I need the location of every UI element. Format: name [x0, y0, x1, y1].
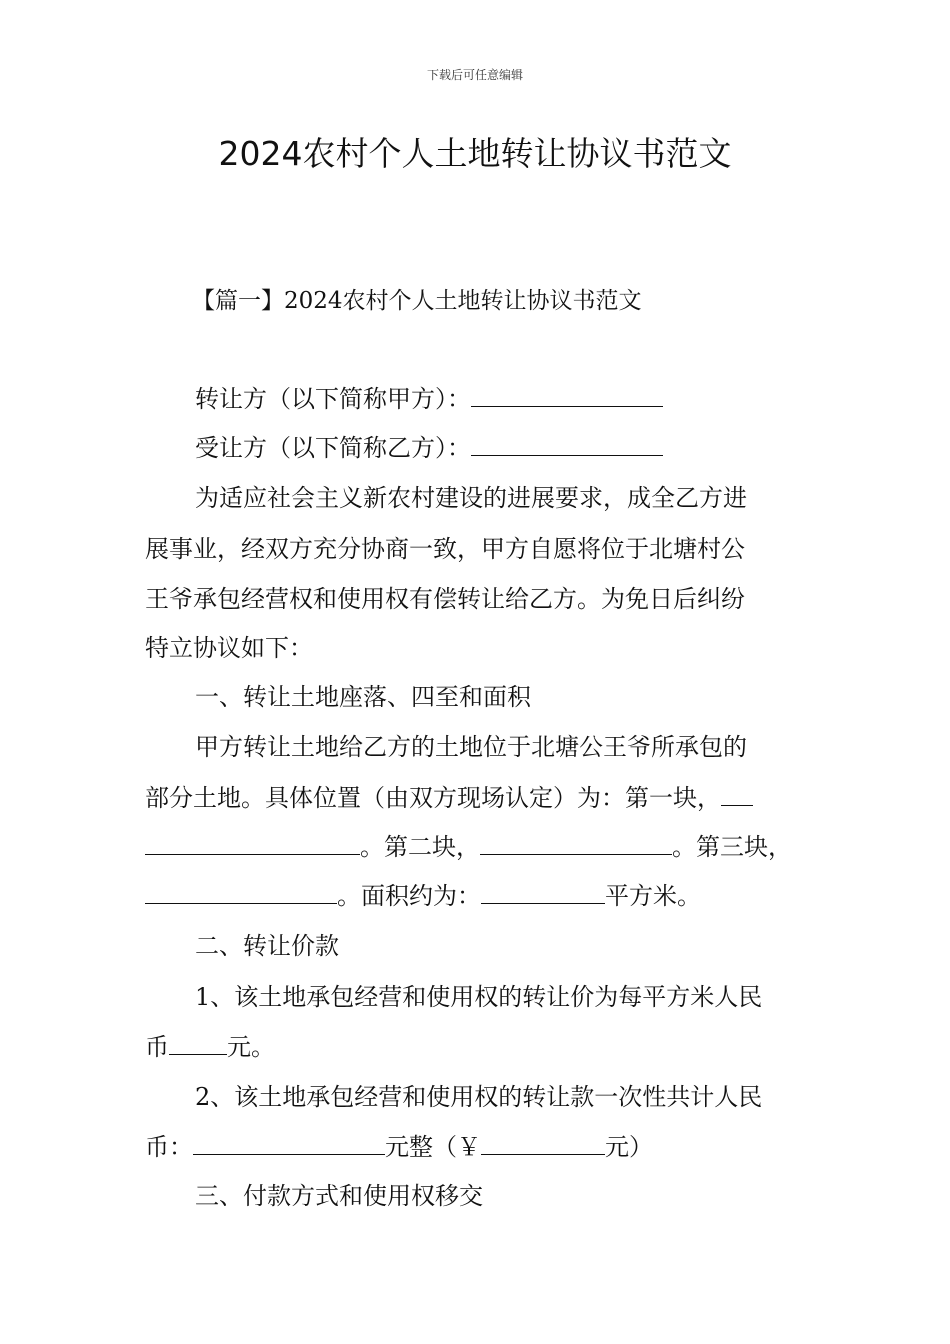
intro-line-2: 展事业，经双方充分协商一致，甲方自愿将位于北塘村公: [145, 535, 745, 563]
section1-line-1: 甲方转让土地给乙方的土地位于北塘公王爷所承包的: [195, 733, 747, 761]
section2-item1-line1: 1、该土地承包经营和使用权的转让价为每平方米人民: [195, 983, 763, 1011]
area-blank: [481, 881, 605, 904]
plot1-blank: [145, 832, 360, 855]
section2-item2-line1: 2、该土地承包经营和使用权的转让款一次性共计人民: [195, 1083, 763, 1111]
item1-currency: 币: [145, 1033, 169, 1061]
transferee-blank: [471, 433, 663, 456]
item1-unit: 元。: [227, 1033, 275, 1061]
total-words-blank: [193, 1132, 385, 1155]
plot2-blank: [480, 832, 672, 855]
section2-item2-line2: [145, 1131, 653, 1163]
section1-line-4: [145, 880, 701, 912]
section2-heading: 二、转让价款: [195, 932, 339, 960]
area-label: 。面积约为：: [337, 882, 481, 910]
item2-mid: 元整（￥: [385, 1133, 481, 1161]
section1-heading: 一、转让土地座落、四至和面积: [195, 683, 531, 711]
transferee-label: 受让方（以下简称乙方）：: [195, 434, 471, 462]
transferor-blank: [471, 384, 663, 407]
unit-price-blank: [169, 1032, 227, 1055]
section1-line-2-text: 部分土地。具体位置（由双方现场认定）为：第一块，: [145, 784, 721, 812]
section2-item1-line2: [145, 1031, 275, 1063]
section-heading: 【篇一】2024农村个人土地转让协议书范文: [192, 288, 642, 314]
intro-line-4: 特立协议如下：: [145, 634, 313, 662]
total-figure-blank: [481, 1132, 605, 1155]
transferee-line: [195, 432, 663, 464]
transferor-line: [195, 383, 663, 415]
plot3-blank: [145, 881, 337, 904]
intro-line-3: 王爷承包经营权和使用权有偿转让给乙方。为免日后纠纷: [145, 585, 745, 613]
document-title: 2024农村个人土地转让协议书范文: [218, 134, 732, 173]
item2-currency: 币：: [145, 1133, 193, 1161]
section1-line-3: [145, 831, 792, 863]
item2-end: 元）: [605, 1133, 653, 1161]
header-note: 下载后可任意编辑: [426, 68, 523, 82]
section3-heading: 三、付款方式和使用权移交: [195, 1182, 483, 1210]
plot2-label: 。第二块，: [360, 833, 480, 861]
intro-line-1: 为适应社会主义新农村建设的进展要求，成全乙方进: [195, 484, 747, 512]
transferor-label: 转让方（以下简称甲方）：: [195, 385, 471, 413]
area-unit: 平方米。: [605, 882, 701, 910]
plot3-label: 。第三块，: [672, 833, 792, 861]
section1-line-2: [145, 782, 753, 814]
plot1-blank-start: [721, 783, 753, 806]
